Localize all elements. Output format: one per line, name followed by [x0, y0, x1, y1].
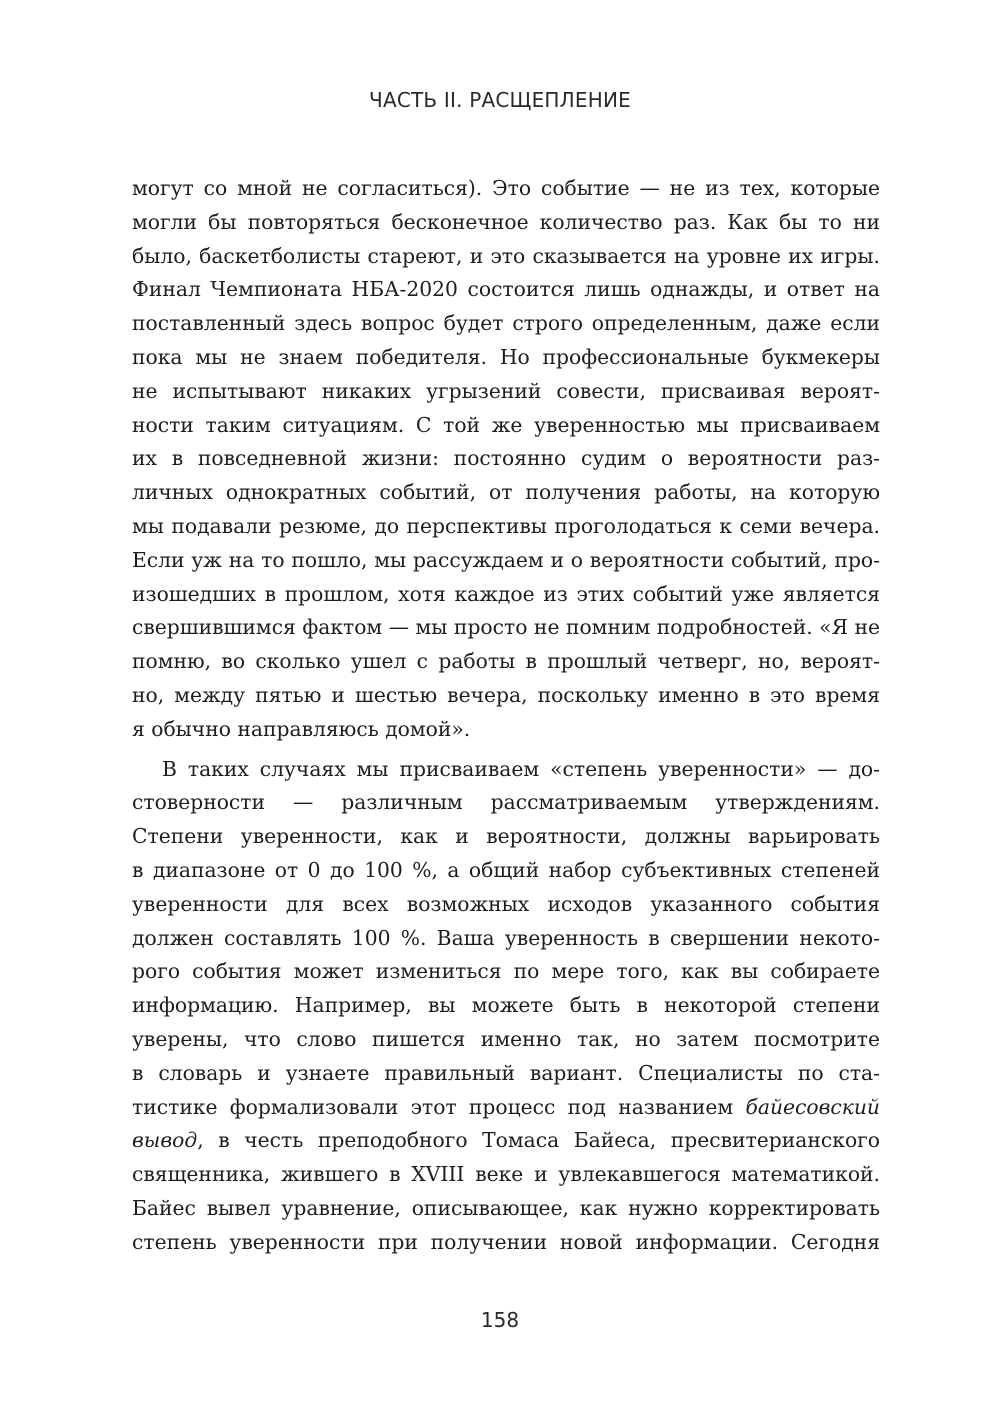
page-number: 158	[480, 1308, 520, 1332]
text-fragment: тистике формализовали этот процесс под названием	[132, 1094, 746, 1119]
text-line: Финал Чемпионата НБА-2020 состоится лишь однажды, и ответ на	[132, 277, 880, 302]
text-line: изошедших в прошлом, хотя каждое из этих событий уже является	[132, 581, 880, 606]
text-line: в словарь и узнаете правильный вариант. Специалисты по ста-	[132, 1060, 880, 1085]
text-line: уверенности для всех возможных исходов указанного события	[132, 891, 880, 916]
paragraph-2	[132, 753, 880, 1260]
text-line: поставленный здесь вопрос будет строго определенным, даже если	[132, 311, 880, 336]
text-line: не испытывают никаких угрызений совести, присваивая вероят-	[132, 378, 880, 403]
text-line: могут со мной не согласиться). Это событие — не из тех, которые	[132, 176, 880, 200]
text-line: но, между пятью и шестью вечера, поскольку именно в это время	[132, 682, 880, 707]
italic-term: вывод	[132, 1128, 198, 1153]
text-line: степень уверенности при получении новой информации. Сегодня	[132, 1229, 880, 1254]
text-line: могли бы повторяться бесконечное количество раз. Как бы то ни	[132, 209, 880, 234]
text-line: мы подавали резюме, до перспективы проголодаться к семи вечера.	[132, 513, 880, 538]
text-line	[132, 1091, 880, 1125]
text-line: Байес вывел уравнение, описывающее, как нужно корректировать	[132, 1195, 880, 1220]
text-line: В таких случаях мы присваиваем «степень уверенности» — до-	[162, 756, 880, 781]
text-line: Степени уверенности, как и вероятности, должны варьировать	[132, 824, 880, 849]
text-line: рого события может измениться по мере того, как вы собираете	[132, 959, 880, 984]
text-line: свершившимся фактом — мы просто не помним подробностей. «Я не	[132, 615, 880, 640]
text-line: в диапазоне от 0 до 100 %, а общий набор субъективных степеней	[132, 857, 880, 882]
text-line: я обычно направляюсь домой».	[132, 716, 471, 741]
text-line: личных однократных событий, от получения работы, на которую	[132, 480, 880, 505]
paragraph-1	[132, 172, 880, 747]
body-text	[132, 172, 880, 1260]
text-line: уверены, что слово пишется именно так, но затем посмотрите	[132, 1026, 880, 1051]
text-fragment: , в честь преподобного Томаса Байеса, пресвитерианского	[197, 1128, 880, 1153]
text-line: священника, жившего в XVIII веке и увлекавшегося математикой.	[132, 1162, 880, 1187]
running-head: ЧАСТЬ II. РАСЩЕПЛЕНИЕ	[369, 88, 631, 112]
text-line: Если уж на то пошло, мы рассуждаем и о вероятности событий, про-	[132, 547, 880, 572]
text-line	[132, 1124, 880, 1158]
text-line: ности таким ситуациям. С той же уверенностью мы присваиваем	[132, 412, 880, 437]
text-line: было, баскетболисты стареют, и это сказывается на уровне их игры.	[132, 243, 880, 268]
text-line: стоверности — различным рассматриваемым утверждениям.	[132, 790, 880, 815]
italic-term: байесовский	[745, 1094, 880, 1119]
text-line: должен составлять 100 %. Ваша уверенность в свершении некото-	[132, 925, 880, 950]
text-line: помню, во сколько ушел с работы в прошлый четверг, но, вероят-	[132, 649, 880, 674]
text-line: пока мы не знаем победителя. Но профессиональные букмекеры	[132, 344, 880, 369]
text-line: информацию. Например, вы можете быть в некоторой степени	[132, 993, 880, 1018]
text-line: их в повседневной жизни: постоянно судим о вероятности раз-	[132, 446, 880, 471]
